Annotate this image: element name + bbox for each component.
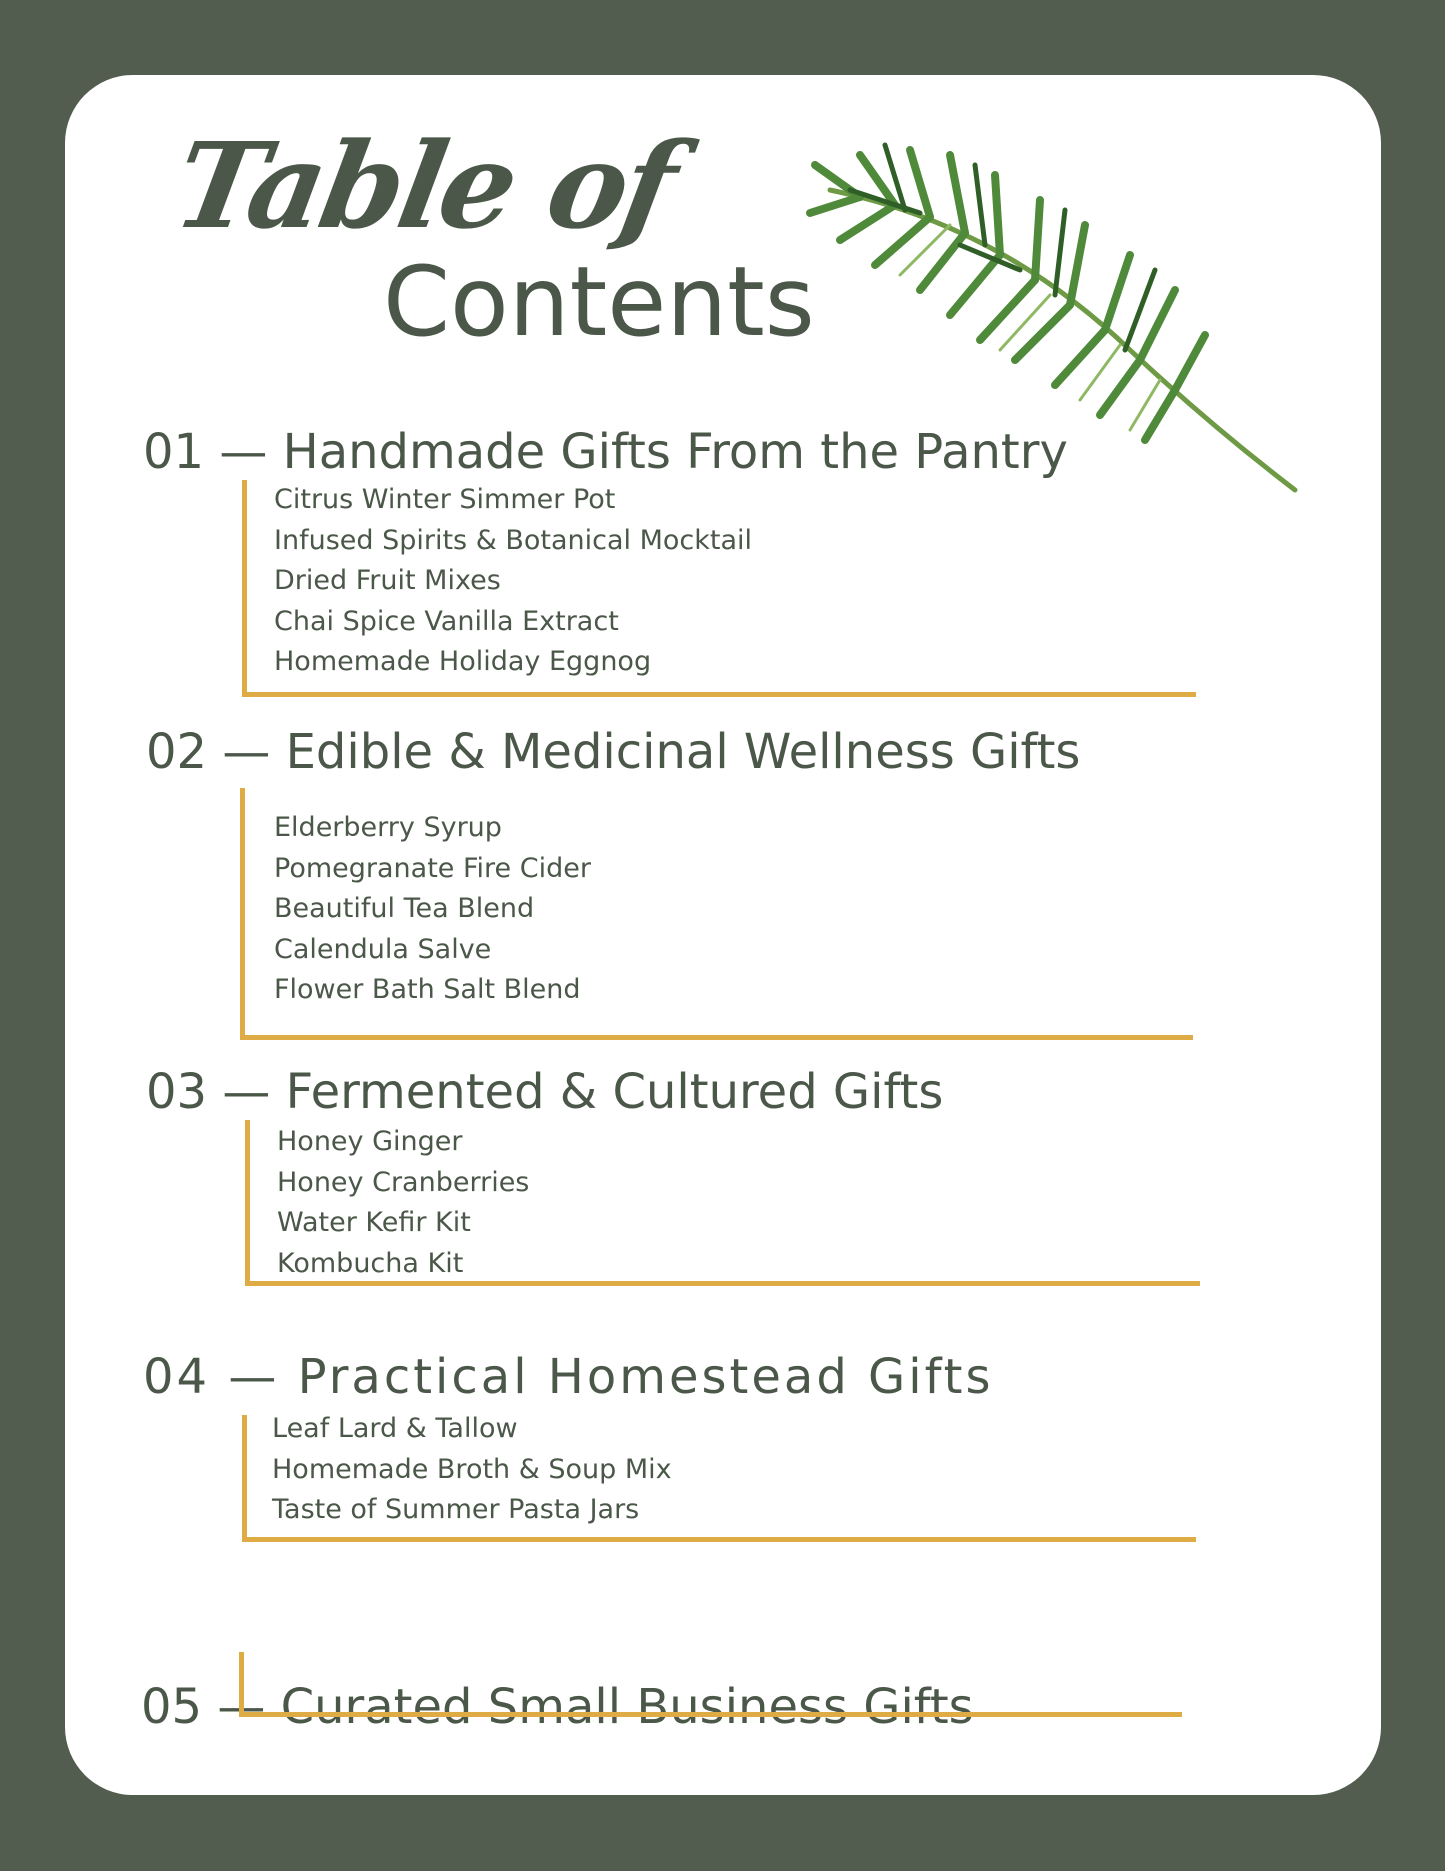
- list-item[interactable]: Dried Fruit Mixes: [274, 565, 501, 596]
- list-item[interactable]: Pomegranate Fire Cider: [274, 852, 591, 884]
- list-item[interactable]: Elderberry Syrup: [274, 812, 502, 843]
- list-item[interactable]: Honey Cranberries: [277, 1166, 530, 1198]
- section-title[interactable]: 03 — Fermented & Cultured Gifts: [146, 1064, 944, 1120]
- section-title[interactable]: 02 — Edible & Medicinal Wellness Gifts: [146, 724, 1081, 780]
- section-title[interactable]: 05 — Curated Small Business Gifts: [141, 1679, 974, 1735]
- list-item[interactable]: Homemade Holiday Eggnog: [274, 646, 652, 677]
- section-bracket: [239, 1652, 1182, 1717]
- list-item[interactable]: Chai Spice Vanilla Extract: [274, 605, 619, 637]
- list-item[interactable]: Water Kefir Kit: [277, 1207, 471, 1238]
- section-items: [274, 808, 591, 1011]
- list-item[interactable]: Citrus Winter Simmer Pot: [274, 484, 616, 515]
- page-title: Contents: [383, 246, 815, 358]
- section-items: [272, 1409, 672, 1531]
- list-item[interactable]: Homemade Broth & Soup Mix: [272, 1453, 672, 1485]
- title-script: Table of: [164, 116, 684, 255]
- list-item[interactable]: Kombucha Kit: [277, 1247, 464, 1279]
- section-items: [274, 480, 752, 683]
- section-title[interactable]: 04 — Practical Homestead Gifts: [143, 1349, 994, 1405]
- list-item[interactable]: Flower Bath Salt Blend: [274, 974, 581, 1005]
- toc-card: [65, 75, 1381, 1795]
- list-item[interactable]: Infused Spirits & Botanical Mocktail: [274, 524, 753, 556]
- list-item[interactable]: Calendula Salve: [274, 933, 492, 965]
- list-item[interactable]: Honey Ginger: [277, 1126, 463, 1157]
- list-item[interactable]: Leaf Lard & Tallow: [272, 1413, 518, 1444]
- list-item[interactable]: Taste of Summer Pasta Jars: [272, 1494, 640, 1525]
- section-items: [277, 1122, 529, 1284]
- section-title[interactable]: 01 — Handmade Gifts From the Pantry: [143, 424, 1068, 480]
- list-item[interactable]: Beautiful Tea Blend: [274, 893, 535, 924]
